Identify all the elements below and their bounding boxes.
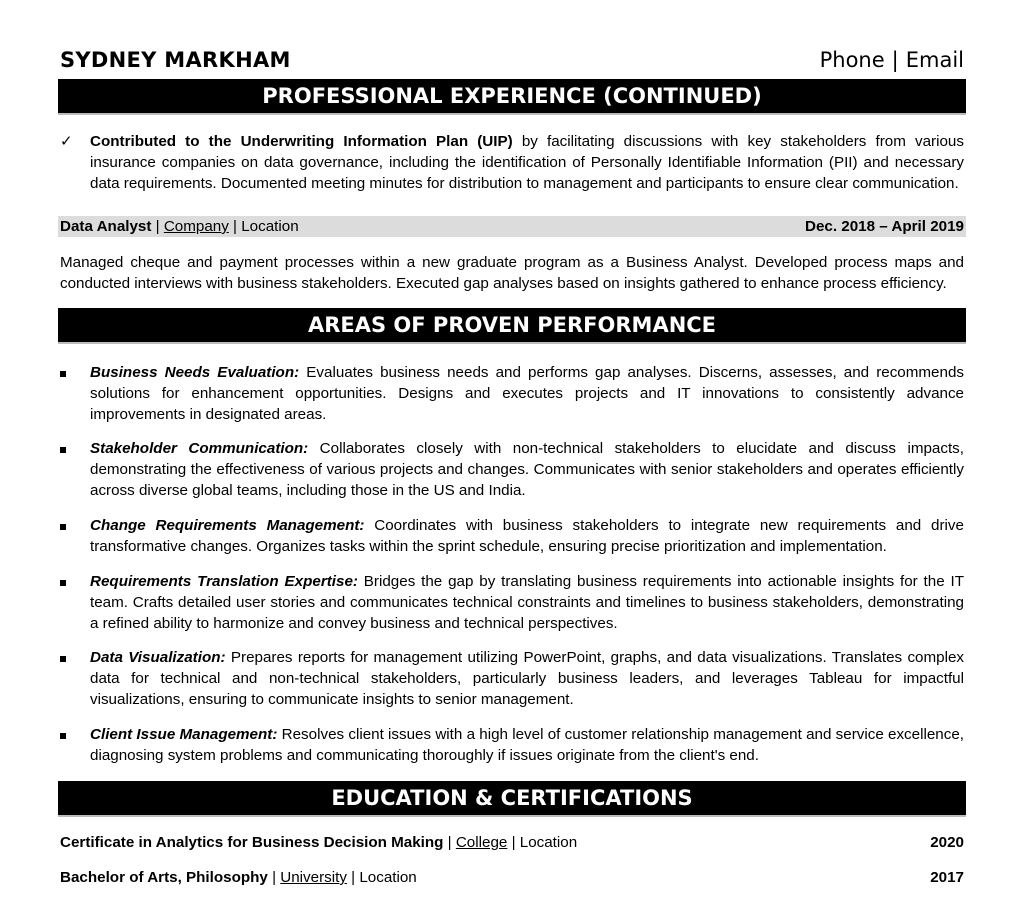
experience-achievement xyxy=(60,131,964,194)
email-label: Email xyxy=(905,48,964,72)
education-separator: | xyxy=(507,834,520,851)
job-title: Data Analyst xyxy=(60,218,152,235)
education-separator: | xyxy=(443,834,456,851)
performance-text: Evaluates business needs and performs gap analyses. Discerns, assesses, and recommends solutions for enhancement opportunities. Designs and executes projects and IT innovations to consistently advance improvements in designated areas. xyxy=(90,364,964,423)
performance-item xyxy=(60,647,964,710)
section-title-education: EDUCATION & CERTIFICATIONS xyxy=(58,781,966,817)
job-company: Company xyxy=(163,218,229,235)
education-school: College xyxy=(455,834,508,851)
job-dates: Dec. 2018 – April 2019 xyxy=(804,218,964,235)
section-title-performance: AREAS OF PROVEN PERFORMANCE xyxy=(58,308,966,344)
candidate-name: SYDNEY MARKHAM xyxy=(60,48,291,72)
check-icon: ✓ xyxy=(60,133,73,150)
phone-label: Phone xyxy=(819,48,885,72)
square-bullet-icon xyxy=(60,656,66,662)
performance-label: Data Visualization: xyxy=(90,649,226,666)
performance-text: Collaborates closely with non-technical stakeholders to elucidate and discuss impacts, demonstrating the effectiveness of various projects and changes. Communicates with senior stakeholders and operates efficiently across diverse global teams, including those in the US and India. xyxy=(90,440,964,499)
education-degree: Bachelor of Arts, Philosophy xyxy=(60,869,268,886)
performance-item xyxy=(60,438,964,501)
education-school: University xyxy=(280,869,347,886)
performance-item xyxy=(60,362,964,425)
education-location: Location xyxy=(359,869,417,886)
education-degree: Certificate in Analytics for Business Decision Making xyxy=(60,834,444,851)
performance-item xyxy=(60,571,964,634)
performance-label: Requirements Translation Expertise: xyxy=(90,573,358,590)
square-bullet-icon xyxy=(60,447,66,453)
job-location: Location xyxy=(241,218,299,235)
performance-label: Stakeholder Communication: xyxy=(90,440,309,457)
performance-text: Resolves client issues with a high level of customer relationship management and service excellence, diagnosing system problems and communicating thoroughly if issues originate from the client's end. xyxy=(90,726,964,764)
performance-item xyxy=(60,724,964,766)
square-bullet-icon xyxy=(60,371,66,377)
performance-label: Change Requirements Management: xyxy=(90,517,365,534)
job-description: Managed cheque and payment processes within a new graduate program as a Business Analyst. Developed process maps and conducted interviews with business stakeholders. Executed gap analyses based on insights gathered to enhance process efficiency. xyxy=(60,254,964,292)
performance-label: Client Issue Management: xyxy=(90,726,278,743)
achievement-title: Contributed to the Underwriting Information Plan (UIP) xyxy=(90,133,513,150)
education-separator: | xyxy=(346,869,360,886)
square-bullet-icon xyxy=(60,733,66,739)
performance-text: Coordinates with business stakeholders to integrate new requirements and drive transformative changes. Organizes tasks within the sprint schedule, ensuring precise prioritization and implementation. xyxy=(90,517,964,555)
performance-text: Bridges the gap by translating business requirements into actionable insights for the IT team. Crafts detailed user stories and communicates technical constraints and timelines to business stakeholders, demonstrating a refined ability to harmonize and convey business and technical perspectives. xyxy=(90,573,964,632)
performance-label: Business Needs Evaluation: xyxy=(90,364,300,381)
education-row xyxy=(60,867,964,888)
section-title-experience: PROFESSIONAL EXPERIENCE (CONTINUED) xyxy=(58,79,966,115)
achievement-text: by facilitating discussions with key stakeholders from various insurance companies on data governance, including the identification of Personally Identifiable Information (PII) and necessary data requirements. Documented meeting minutes for distribution to management and participants to ensure clear communication. xyxy=(90,133,964,192)
performance-text: Prepares reports for management utilizing PowerPoint, graphs, and data visualizations. Translates complex data for technical and non-technical stakeholders, particularly business leaders, and leverages Tableau for impactful visualizations, ensuring to communicate insights to senior management. xyxy=(90,649,964,708)
square-bullet-icon xyxy=(60,524,66,530)
education-row xyxy=(60,832,964,853)
education-year: 2017 xyxy=(930,869,964,886)
job-header-row xyxy=(58,216,966,237)
education-year: 2020 xyxy=(930,834,964,851)
contact-info xyxy=(820,48,964,72)
education-separator: | xyxy=(267,869,281,886)
performance-item xyxy=(60,515,964,557)
job-separator: | xyxy=(151,218,164,235)
job-separator: | xyxy=(228,218,242,235)
contact-separator: | xyxy=(891,48,899,72)
education-location: Location xyxy=(519,834,578,851)
square-bullet-icon xyxy=(60,580,66,586)
